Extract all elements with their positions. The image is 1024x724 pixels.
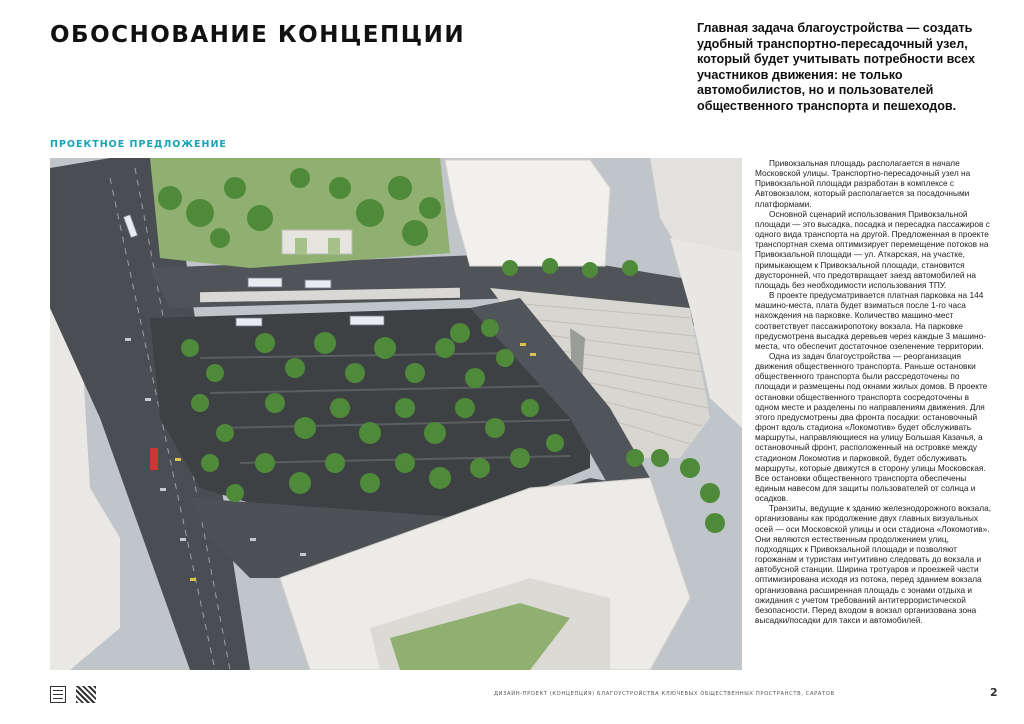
page-title: ОБОСНОВАНИЕ КОНЦЕПЦИИ: [50, 22, 466, 48]
section-label: ПРОЕКТНОЕ ПРЕДЛОЖЕНИЕ: [50, 139, 227, 150]
lead-statement: Главная задача благоустройства — создать удобный транспортно-пересадочный узел, который будет учитывать потребности всех участников движения: не только автомобилистов, но и пользователей общественного транспорта и пешеходов.: [697, 21, 975, 113]
diagonal-logo-icon: [76, 686, 96, 703]
footer-logos: [50, 686, 96, 703]
page-number: 2: [990, 686, 998, 699]
aerial-render: [50, 158, 742, 670]
footer-caption: ДИЗАЙН-ПРОЕКТ (КОНЦЕПЦИЯ) БЛАГОУСТРОЙСТВА КЛЮЧЕВЫХ ОБЩЕСТВЕННЫХ ПРОСТРАНСТВ, САРАТОВ: [494, 691, 835, 697]
paragraph: Транзиты, ведущие к зданию железнодорожного вокзала, организованы как продолжение двух главных визуальных осей — оси Московской улицы и оси стадиона «Локомотив». Они являются естественным продолжением улиц, подходящих к Привокзальной площади и позволяют горожанам и туристам интуитивно следовать до вокзала и автобусной станции. Ширина тротуаров и проезжей части оптимизирована исходя из потока, перед зданием вокзала организована расширенная площадь с зонами отдыха и ожидания с учетом требований антитеррористической безопасности. Перед входом в вокзал организована зона высадки/посадки для такси и автомобилей.: [755, 503, 992, 626]
paragraph: Одна из задач благоустройства — реорганизация движения общественного транспорта. Раньше остановки общественного транспорта были рассредоточены по площади и размещены под окнами жилых домов. В проекте остановки общественного транспорта сосредоточены в одном месте и разделены по направлениям движения. Для этого предусмотрены два фронта посадки: остановочный фронт вдоль стадиона «Локомотив» будет обслуживать маршруты, направляющиеся на улицу Большая Казачья, а остановочный фронт, расположенный на островке между стадионом Локомотив и парковкой, будет обслуживать маршруты, которые движутся в сторону улицы Московская. Все остановки общественного транспорта обеспечены единым навесом для защиты пользователей от солнца и осадков.: [755, 350, 988, 504]
paragraph: Привокзальная площадь располагается в начале Московской улицы. Транспортно-пересадочный узел на Привокзальной площади разработан в комплексе с Автовокзалом, который располагается за посадочными платформами.: [755, 158, 971, 209]
dom-logo-icon: [50, 686, 66, 703]
paragraph: Основной сценарий использования Привокзальной площади — это высадка, посадка и пересадка пассажиров с одного вида транспорта на другой. Предложенная в проекте транспортная схема оптимизирует перемещение потоков на Привокзальной площади — ул. Аткарская, на участке, примыкающем к Привокзальной площади, становится двусторонней, что предотвращает заезд автомобилей на площадь без необходимости использования ТПУ.: [755, 208, 990, 290]
body-text: [755, 158, 993, 625]
paragraph: В проекте предусматривается платная парковка на 144 машино-места, плата будет взиматься после 1-го часа нахождения на парковке. Количество машино-мест соответствует пассажиропотоку вокзала. На парковке предусмотрена высадка деревьев через каждые 3 машино-места, что обеспечит достаточное озеленение территории.: [755, 290, 986, 351]
building-top-center: [445, 160, 610, 266]
